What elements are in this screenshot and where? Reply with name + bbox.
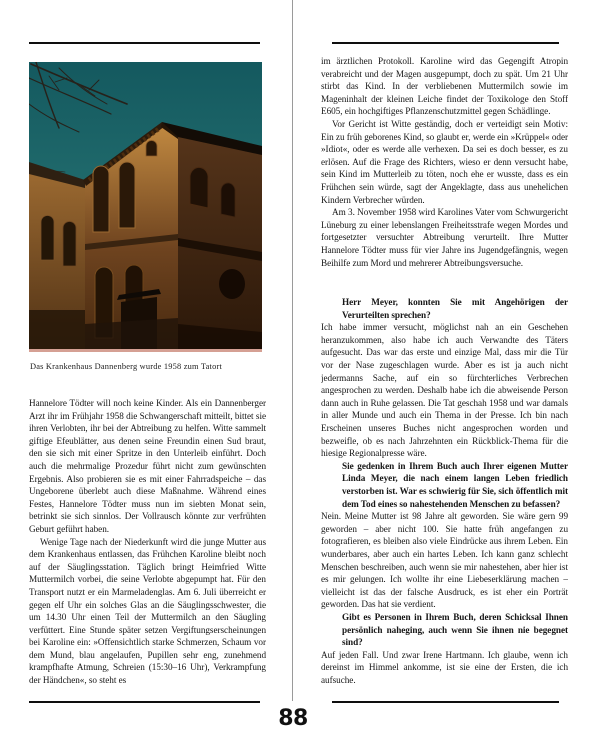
- interview-question: Sie gedenken in Ihrem Buch auch Ihrer eigenen Mutter Linda Meyer, die nach einem langen Leben friedlich verstorben ist. War es schwierig für Sie, sich öffentlich mit dem Tod eines so nahestehenden Menschen zu befassen?: [342, 460, 568, 509]
- photo-figure: [29, 62, 262, 372]
- right-column: [321, 55, 568, 699]
- body-paragraph: Vor Gericht ist Witte geständig, doch er verteidigt sein Motiv: Ein zu früh geborenes Kind, so glaubt er, werde ein »Krüppel« oder »Idiot«, oder es werde alle verhexen. Da sei es doch besser, es zu erlösen. Auf die Frage des Richters, wieso er denn versucht habe, sein Kind im Mutterleib zu töten, noch ehe er wusste, dass es ein Frühchen sein würde, sagt der Angeklagte, dass aus unehelichen Kindern Verbrecher würden.: [321, 118, 568, 205]
- photo-edge: [29, 349, 262, 352]
- page-number: 88: [278, 706, 308, 731]
- left-wing: [29, 162, 85, 352]
- body-paragraph: Am 3. November 1958 wird Karolines Vater vom Schwurgericht Lüneburg zu einer lebenslangen Freiheitsstrafe wegen Mordes und fortgesetzter versuchter Abtreibung verurteilt. Ihre Mutter Hannelore Tödter muss für vier Jahre ins Jugendgefängnis, wegen Beihilfe zum Mord und mehrerer Abtreibungsversuche.: [321, 207, 568, 268]
- interview-answer: Nein. Meine Mutter ist 98 Jahre alt geworden. Sie wäre gern 99 geworden – aber nicht 100. Sie hatte früh angefangen zu fotografieren, es bleiben also viele Eindrücke aus ihrem Leben. Ein wunderbares, aber auch ein hartes Leben. Ich kann ganz schlecht Menschen beschreiben, auch wenn sie mir nahestehen, aber hier ist es mir gelungen. Ich wollte ihr eine Liebeserklärung machen – vielleicht ist das der falsche Ausdruck, es ist eher ein Porträt geworden. Das hat sie verdient.: [321, 511, 568, 610]
- header-rule-left: [29, 42, 260, 44]
- footer-rule-left: [29, 701, 260, 703]
- column-divider: [292, 0, 293, 701]
- body-paragraph: Hannelore Tödter will noch keine Kinder. Als ein Dannenberger Arzt ihr im Frühjahr 1958 die Schwangerschaft mitteilt, bittet sie ihren Verlobten, ihr bei der Abtreibung zu helfen. Witte sammelt giftige Efeublätter, aus denen seine Freundin einen Sud braut, den sie sich mit einer Spritze in den Unterleib einführt. Doch auch die mehrmalige Prozedur führt nicht zum gewünschten Ergebnis. Also probieren sie es mit einer Fahrradspeiche – das Ungeborene überlebt auch diese Maßnahme. Während eines Festes, Hannelore Tödter muss nun im siebten Monat sein, betrinkt sie sich sinnlos. Der Vollrausch könnte zur verfrühten Geburt geführt haben.: [29, 398, 266, 534]
- interview-answer: Auf jeden Fall. Und zwar Irene Hartmann. Ich glaube, wenn ich dereinst im Himmel ankomme, ist sie eine der Ersten, die ich aufsuche.: [321, 649, 568, 685]
- body-paragraph: Wenige Tage nach der Niederkunft wird die junge Mutter aus dem Krankenhaus entlassen, das Frühchen Karoline bleibt noch auf der Säuglingsstation. Täglich bringt Heimfried Witte Muttermilch vorbei, die seine Verlobte abgepumpt hat. Für den Transport nutzt er ein Marmeladenglas. Am 6. Juli überreicht er gegen elf Uhr ein solches Glas an die Säuglingsschwester, die um 14.30 Uhr einen Teil der Muttermilch an den Säugling verfüttert. Eine Stunde später setzen Vergiftungserscheinungen bei Karoline ein: »Offensichtlich starke Schmerzen, Schaum vor dem Mund, blau angelaufen, Pupillen sehr eng, zunehmend krampfhafte Atmung, Schreien (15:30–16 Uhr), Verkrampfung der Händchen«, so steht es: [29, 536, 266, 686]
- header-rule-right: [332, 42, 559, 44]
- hospital-photo: [29, 62, 262, 352]
- interview-answer: Ich habe immer versucht, möglichst nah an ein Geschehen heranzukommen, also habe ich auch Verwandte des Täters aufgesucht. Das war das erste und einzige Mal, dass mir die Tür vor der Nase zugeschlagen wurde. Aber es ist ja auch nicht jedermanns Sache, auf ein so fürchterliches Verbrechen angesprochen zu werden. Deshalb habe ich die abweisende Person dann auch in Ruhe gelassen. Die Tat geschah 1958 und war damals in aller Munde und auch ein Thema in der Presse. Ich bin nach Erscheinen unseres Buches nicht angesprochen worden und bezweifle, ob es nach Jahrzehnten ein Rückblick-Thema für die hiesige Regionalpresse wäre.: [321, 322, 568, 459]
- footer-rule-right: [332, 701, 559, 703]
- photo-caption: Das Krankenhaus Dannenberg wurde 1958 zum Tatort: [30, 362, 222, 371]
- interview-question: Gibt es Personen in Ihrem Buch, deren Schicksal Ihnen persönlich naheging, auch wenn Sie ihnen nie begegnet sind?: [342, 611, 568, 648]
- interview-question: Herr Meyer, konnten Sie mit Angehörigen der Verurteilten sprechen?: [342, 297, 568, 320]
- body-paragraph: im ärztlichen Protokoll. Karoline wird das Gegengift Atropin verabreicht und der Magen ausgepumpt, doch zu spät. Um 21 Uhr stirbt das Kind. In der verbliebenen Muttermilch sowie im Mageninhalt der kleinen Leiche findet der Toxikologe den Stoff E605, ein hochgiftiges Pflanzenschutzmittel gegen Schädlinge.: [321, 56, 568, 117]
- left-column: [29, 397, 266, 697]
